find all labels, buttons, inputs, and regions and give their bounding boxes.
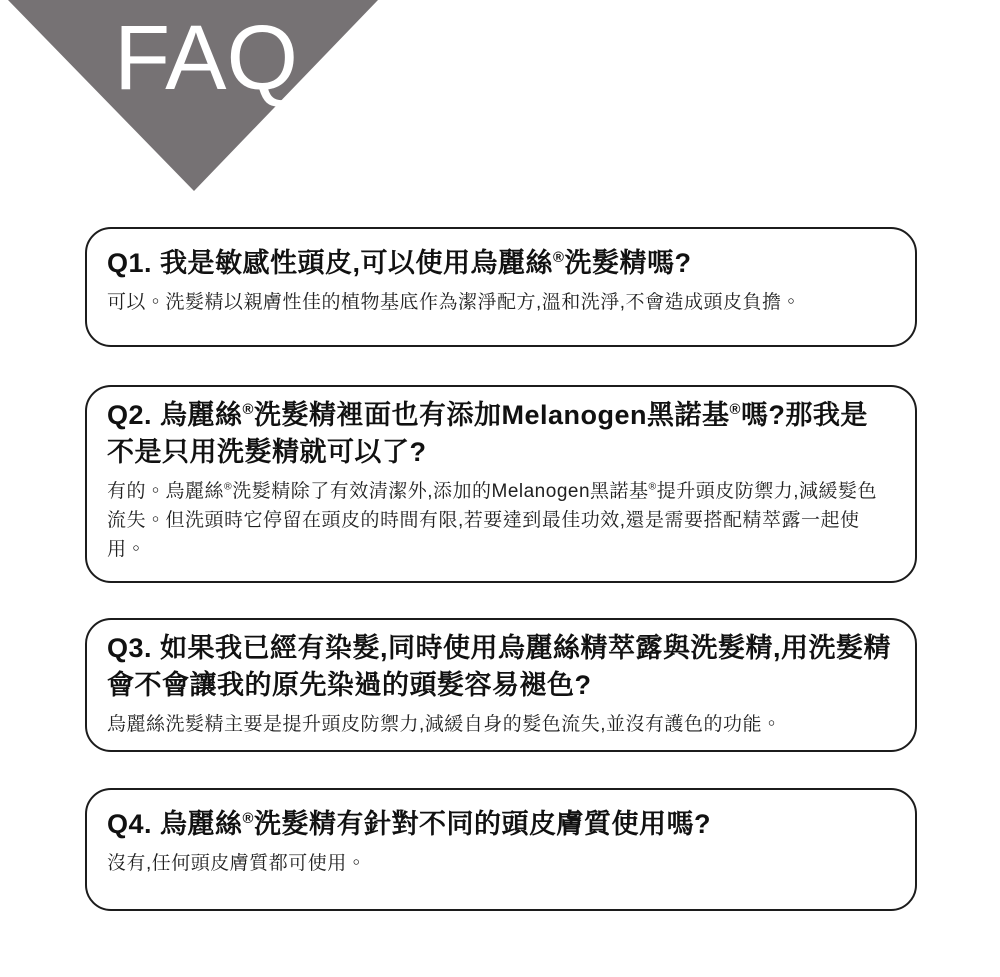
question-text-q2: Q2. 烏麗絲®洗髮精裡面也有添加Melanogen黑諾基®嗎?那我是不是只用洗髮精就可以了? [107,400,868,467]
question-text-q1: Q1. 我是敏感性頭皮,可以使用烏麗絲®洗髮精嗎? [107,248,692,278]
question-text-q4: Q4. 烏麗絲®洗髮精有針對不同的頭皮膚質使用嗎? [107,809,711,839]
faq-card-q4 [85,788,917,911]
faq-card-q3 [85,618,917,752]
faq-card-q1 [85,227,917,347]
answer-text-q2: 有的。烏麗絲®洗髮精除了有效清潔外,添加的Melanogen黑諾基®提升頭皮防禦力,減緩髮色流失。但洗頭時它停留在頭皮的時間有限,若要達到最佳功效,還是需要搭配精萃露一起使用。 [107,481,877,560]
answer-text-q4: 沒有,任何頭皮膚質都可使用。 [107,853,367,874]
answer-text-q3: 烏麗絲洗髮精主要是提升頭皮防禦力,減緩自身的髮色流失,並沒有護色的功能。 [107,714,782,735]
answer-text-q1: 可以。洗髮精以親膚性佳的植物基底作為潔淨配方,溫和洗淨,不會造成頭皮負擔。 [107,292,802,313]
page-title: FAQ [114,7,299,109]
question-text-q3: Q3. 如果我已經有染髮,同時使用烏麗絲精萃露與洗髮精,用洗髮精會不會讓我的原先染過的頭髮容易褪色? [107,633,892,700]
faq-card-q2 [85,385,917,583]
